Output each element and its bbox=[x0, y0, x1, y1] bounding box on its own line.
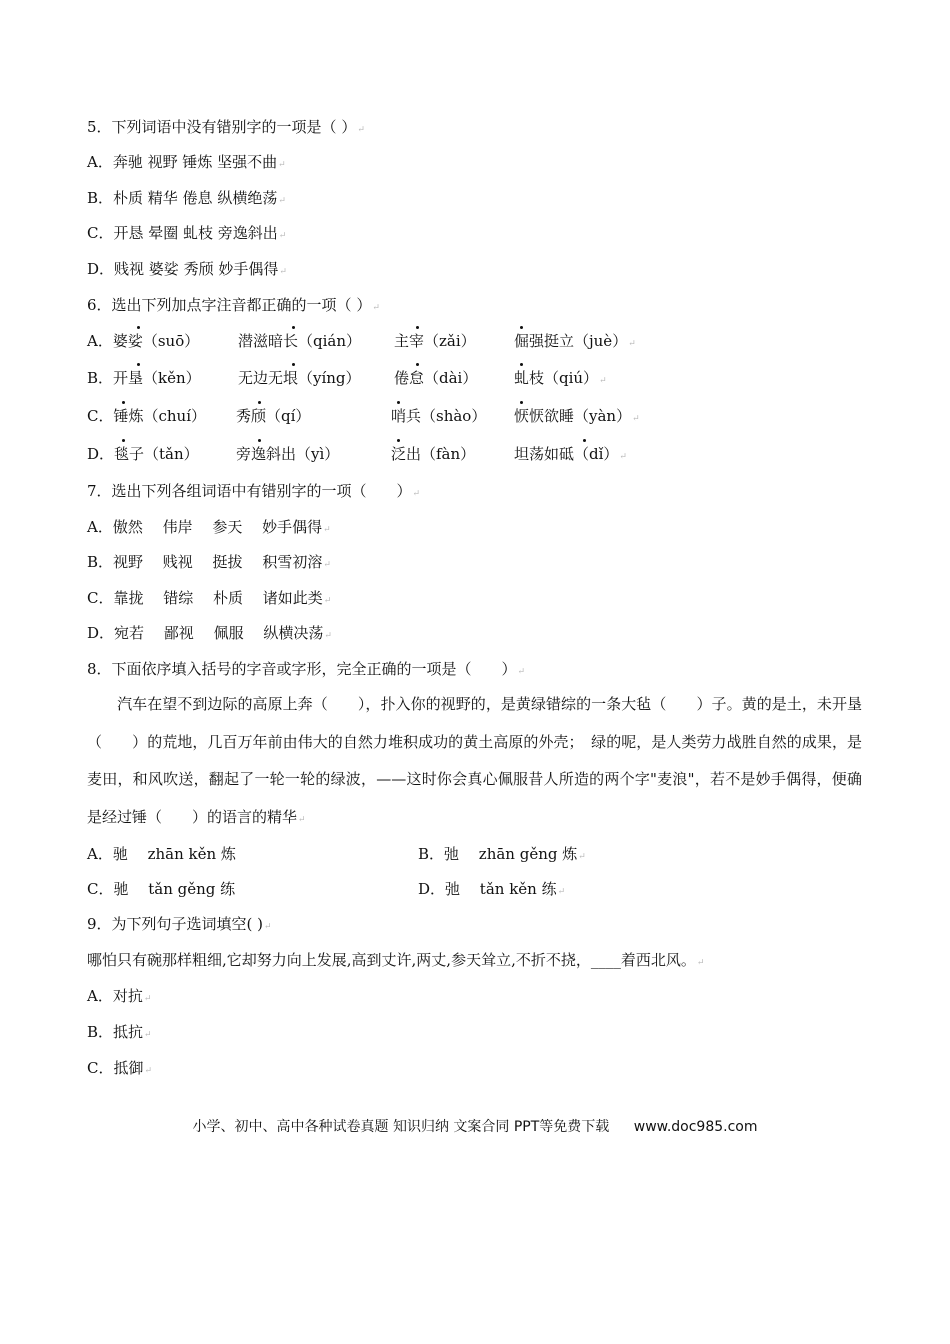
q7-stem: 7．选出下列各组词语中有错别字的一项（ ）↵ bbox=[87, 482, 421, 500]
q6-c-4: 恹恹欲睡（yàn） ↵ bbox=[514, 406, 640, 429]
q6-d-3: 泛出（fàn） bbox=[391, 444, 475, 464]
q7-option-a: A．傲然 伟岸 参天 妙手偶得↵ bbox=[87, 518, 331, 536]
q8-option-b: B．弛 zhān gěng 炼↵ bbox=[418, 845, 586, 863]
q5-option-a: A．奔驰 视野 锤炼 坚强不曲↵ bbox=[87, 153, 286, 171]
q8-stem: 8．下面依序填入括号的字音或字形，完全正确的一项是（ ）↵ bbox=[87, 660, 526, 678]
q6-stem: 6．选出下列加点字注音都正确的一项（ ）↵ bbox=[87, 296, 380, 314]
q6-b-4: 虬枝（qiú） ↵ bbox=[514, 368, 607, 391]
q8-option-d: D．弛 tǎn kěn 练↵ bbox=[418, 880, 566, 898]
q9-option-a: A．对抗↵ bbox=[87, 987, 152, 1005]
q6-b-2: 无边无垠（yíng） bbox=[238, 368, 361, 388]
q6-d-1: D．毯子（tǎn） bbox=[87, 444, 199, 464]
q9-option-b: B．抵抗↵ bbox=[87, 1023, 152, 1041]
q9-option-c: C．抵御↵ bbox=[87, 1059, 153, 1077]
q6-d-2: 旁逸斜出（yì） bbox=[236, 444, 339, 464]
q6-b-3: 倦怠（dài） bbox=[394, 368, 477, 388]
footer-url[interactable]: www.doc985.com bbox=[633, 1119, 758, 1135]
q6-b-1: B．开垦（kěn） bbox=[87, 368, 201, 388]
q6-c-1: C．锤炼（chuí） bbox=[87, 406, 206, 426]
q6-a-1: A．婆娑（suō） bbox=[87, 331, 199, 351]
q8-option-a: A．驰 zhān kěn 炼 bbox=[87, 845, 236, 863]
q5-option-d: D．贱视 婆娑 秀颀 妙手偶得↵ bbox=[87, 260, 287, 278]
q7-option-d: D．宛若 鄙视 佩服 纵横决荡↵ bbox=[87, 624, 332, 642]
q8-passage: 汽车在望不到边际的高原上奔（ ），扑入你的视野的，是黄绿错综的一条大毡（ ）子。黄的是土，未开垦（ ）的荒地，几百万年前由伟大的自然力堆积成功的黄土高原的外壳； 绿的呢，是人类劳力战胜自然的成果，是麦田，和风吹送，翻起了一轮一轮的绿波，——这时你会真心佩服昔人所造的两个字"麦浪"，若不是妙手偶得，便确是经过锤（ ）的语言的精华↵ bbox=[87, 695, 862, 826]
q9-stem: 9．为下列句子选词填空( )↵ bbox=[87, 915, 272, 933]
q6-d-4: 坦荡如砥（dǐ） ↵ bbox=[514, 444, 627, 467]
q5-stem: 5．下列词语中没有错别字的一项是（ ）↵ bbox=[87, 118, 365, 136]
q6-a-4: 倔强挺立（juè） ↵ bbox=[514, 331, 636, 354]
q6-a-3: 主宰（zǎi） bbox=[394, 331, 476, 351]
q9-sentence: 哪怕只有碗那样粗细,它却努力向上发展,高到丈许,两丈,参天耸立,不折不挠，____着西北风。↵ bbox=[87, 951, 705, 969]
q6-c-3: 哨兵（shào） bbox=[391, 406, 486, 426]
q7-option-b: B．视野 贱视 挺拔 积雪初溶↵ bbox=[87, 553, 331, 571]
q6-a-2: 潜滋暗长（qián） bbox=[238, 331, 361, 351]
footer-text: 小学、初中、高中各种试卷真题 知识归纳 文案合同 PPT等免费下载 bbox=[192, 1119, 610, 1135]
q5-option-c: C．开恳 晕圈 虬枝 旁逸斜出↵ bbox=[87, 224, 287, 242]
page-footer bbox=[0, 1116, 950, 1136]
q8-option-c: C．驰 tǎn gěng 练 bbox=[87, 880, 236, 898]
q5-option-b: B．朴质 精华 倦息 纵横绝荡↵ bbox=[87, 189, 286, 207]
q6-c-2: 秀颀（qí） bbox=[236, 406, 310, 426]
q7-option-c: C．靠拢 错综 朴质 诸如此类↵ bbox=[87, 589, 332, 607]
